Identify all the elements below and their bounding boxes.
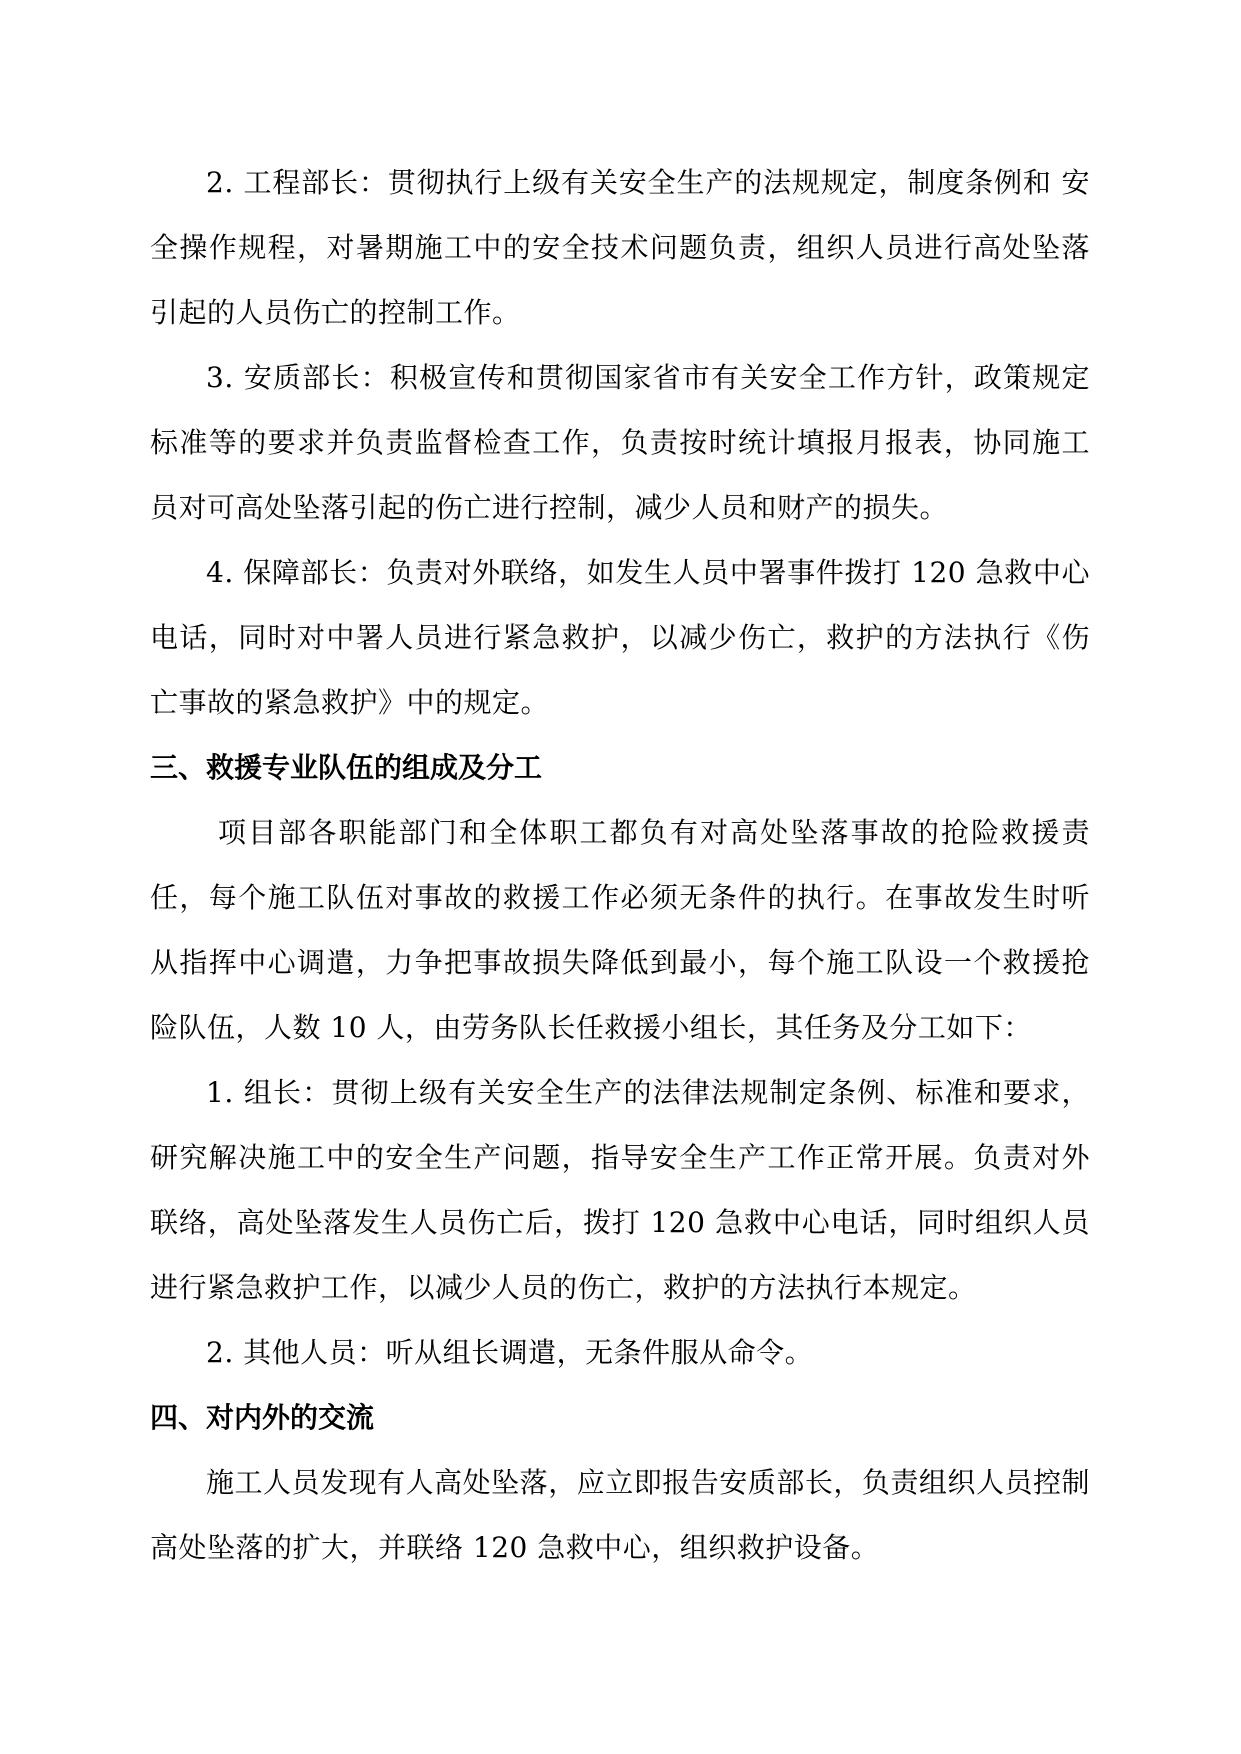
paragraph-team-leader: 1. 组长：贯彻上级有关安全生产的法律法规制定条例、标准和要求，研究解决施工中的安全生产问题，指导安全生产工作正常开展。负责对外联络，高处坠落发生人员伤亡后，拨打 120 急救中心电话，同时组织人员进行紧急救护工作，以减少人员的伤亡，救护的方法执行本规定。 xyxy=(150,1076,1090,1304)
section-heading-communication: 四、对内外的交流 xyxy=(150,1401,375,1434)
paragraph-safety-quality-director: 3. 安质部长：积极宣传和贯彻国家省市有关安全工作方针，政策规定标准等的要求并负责监督检查工作，负责按时统计填报月报表，协同施工员对可高处坠落引起的伤亡进行控制，减少人员和财产的损失。 xyxy=(150,361,1090,524)
paragraph-engineering-director: 2. 工程部长：贯彻执行上级有关安全生产的法规规定，制度条例和 安全操作规程，对暑期施工中的安全技术问题负责，组织人员进行高处坠落引起的人员伤亡的控制工作。 xyxy=(150,166,1090,329)
document-body xyxy=(150,150,1090,1580)
paragraph-communication: 施工人员发现有人高处坠落，应立即报告安质部长，负责组织人员控制高处坠落的扩大，并联络 120 急救中心，组织救护设备。 xyxy=(150,1466,1090,1564)
section-heading-rescue-team: 三、救援专业队伍的组成及分工 xyxy=(150,751,543,784)
paragraph-logistics-director: 4. 保障部长：负责对外联络，如发生人员中署事件拨打 120 急救中心电话，同时对中署人员进行紧急救护，以减少伤亡，救护的方法执行《伤亡事故的紧急救护》中的规定。 xyxy=(150,556,1090,719)
paragraph-other-personnel: 2. 其他人员：听从组长调遣，无条件服从命令。 xyxy=(206,1336,814,1369)
paragraph-rescue-team-intro: 项目部各职能部门和全体职工都负有对高处坠落事故的抢险救援责任，每个施工队伍对事故的救援工作必须无条件的执行。在事故发生时听从指挥中心调遣，力争把事故损失降低到最小，每个施工队设一个救援抢险队伍，人数 10 人，由劳务队长任救援小组长，其任务及分工如下： xyxy=(150,816,1090,1044)
